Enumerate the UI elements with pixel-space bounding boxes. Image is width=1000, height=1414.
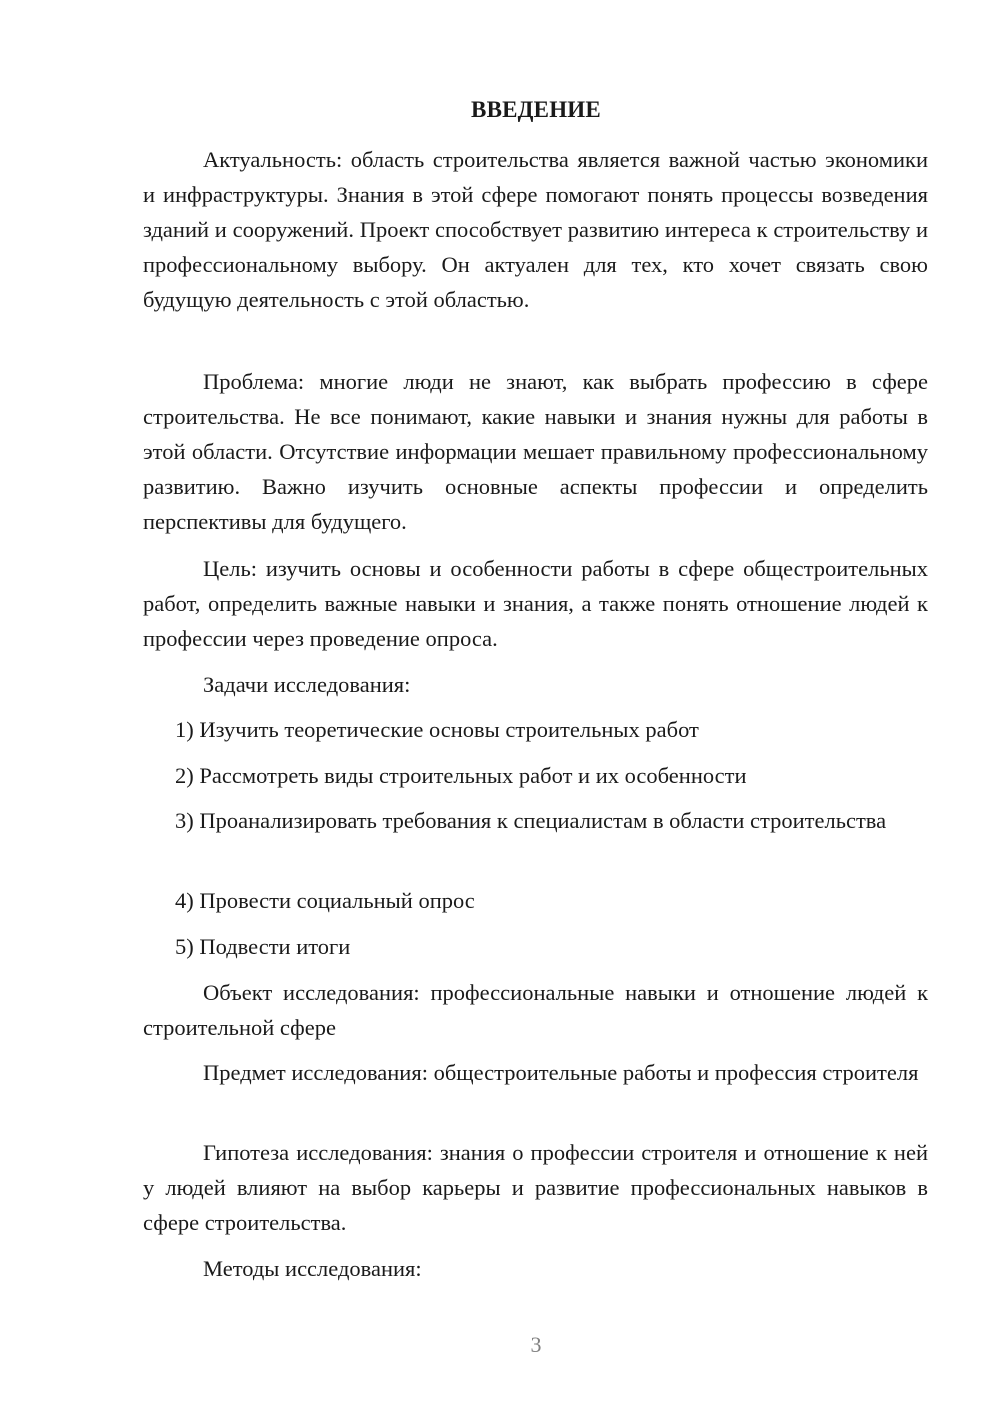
task-item-2: 2) Рассмотреть виды строительных работ и их особенности <box>175 763 747 788</box>
paragraph-problem: Проблема: многие люди не знают, как выбрать профессию в сфере строительства. Не все понимают, какие навыки и знания нужны для работы в этой области. Отсутствие информации мешает правильному профессиональному развитию. Важно изучить основные аспекты профессии и определить перспективы для будущего. <box>143 369 928 534</box>
paragraph-subject: Предмет исследования: общестроительные работы и профессия строителя <box>203 1060 919 1085</box>
task-item-5: 5) Подвести итоги <box>175 934 351 959</box>
paragraph-object: Объект исследования: профессиональные навыки и отношение людей к строительной сфере <box>143 980 928 1040</box>
paragraph-hypothesis: Гипотеза исследования: знания о профессии строителя и отношение к ней у людей влияют на выбор карьеры и развитие профессиональных навыков в сфере строительства. <box>143 1140 928 1235</box>
section-title: ВВЕДЕНИЕ <box>471 97 601 122</box>
paragraph-goal: Цель: изучить основы и особенности работы в сфере общестроительных работ, определить важные навыки и знания, а также понять отношение людей к профессии через проведение опроса. <box>143 556 928 651</box>
task-item-3: 3) Проанализировать требования к специалистам в области строительства <box>175 808 887 833</box>
task-item-1: 1) Изучить теоретические основы строительных работ <box>175 717 699 742</box>
methods-heading: Методы исследования: <box>203 1256 422 1281</box>
tasks-heading: Задачи исследования: <box>203 672 411 697</box>
task-item-4: 4) Провести социальный опрос <box>175 888 475 913</box>
page-number: 3 <box>530 1332 542 1357</box>
paragraph-relevance: Актуальность: область строительства является важной частью экономики и инфраструктуры. Знания в этой сфере помогают понять процессы возведения зданий и сооружений. Проект способствует развитию интереса к строительству и профессиональному выбору. Он актуален для тех, кто хочет связать свою будущую деятельность с этой областью. <box>143 147 928 312</box>
